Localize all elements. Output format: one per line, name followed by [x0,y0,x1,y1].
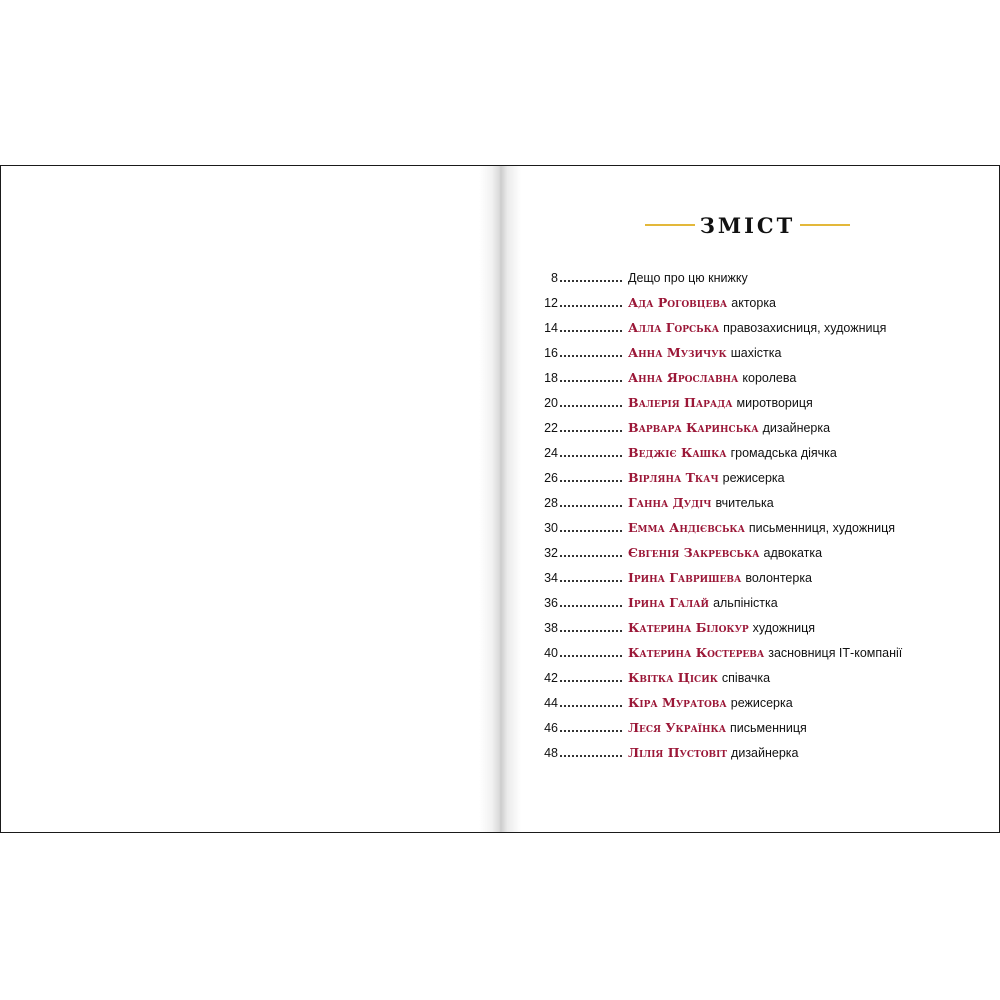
toc-description: письменниця, художниця [748,520,895,535]
toc-entry[interactable] [520,365,990,390]
toc-person-name: Леся Українка [628,720,727,735]
toc-description: королева [742,370,797,385]
toc-person-name: Ада Роговцева [628,295,728,310]
toc-person-name: Вірляна Ткач [628,470,719,485]
toc-dot-leader [560,755,622,757]
toc-page-number: 34 [544,570,558,585]
toc-header [645,210,850,240]
book-spread [0,165,1000,833]
toc-person-name: Ганна Дудіч [628,495,712,510]
toc-entry[interactable] [520,540,990,565]
toc-dot-leader [560,305,622,307]
toc-page-number: 44 [544,695,558,710]
toc-person-name: Алла Горська [628,320,720,335]
toc-description: співачка [721,670,771,685]
toc-dot-leader [560,355,622,357]
toc-person-name: Емма Андієвська [628,520,745,535]
toc-dot-leader [560,330,622,332]
toc-person-name: Лілія Пустовіт [628,745,728,760]
toc-description: письменниця [730,720,807,735]
toc-person-name: Варвара Каринська [628,420,759,435]
toc-description: художниця [752,620,816,635]
toc-page-number: 18 [544,370,558,385]
toc-description: дизайнерка [731,745,799,760]
toc-dot-leader [560,280,622,282]
toc-dot-leader [560,455,622,457]
toc-entry[interactable] [520,315,990,340]
toc-dot-leader [560,480,622,482]
toc-entry[interactable] [520,440,990,465]
toc-description: волонтерка [745,570,813,585]
toc-entry[interactable] [520,415,990,440]
toc-page-number: 12 [544,295,558,310]
toc-entry[interactable] [520,740,990,765]
toc-page-number: 30 [544,520,558,535]
toc-person-name: Валерія Парада [628,395,733,410]
toc-dot-leader [560,505,622,507]
toc-description: дизайнерка [762,420,831,435]
toc-entry[interactable] [520,665,990,690]
toc-dot-leader [560,405,622,407]
toc-page-number: 36 [544,595,558,610]
toc-description: шахістка [730,345,782,360]
toc-page-number: 42 [544,670,558,685]
toc-description: громадська діячка [730,445,837,460]
toc-description: правозахисниця, художниця [723,320,887,335]
toc-entry[interactable] [520,565,990,590]
toc-description: адвокатка [763,545,823,560]
toc-dot-leader [560,655,622,657]
toc-description: миротвориця [736,395,813,410]
left-page [1,166,500,832]
toc-dot-leader [560,380,622,382]
toc-entry[interactable] [520,690,990,715]
toc-page-number: 28 [544,495,558,510]
toc-description: альпіністка [713,595,778,610]
right-page [500,166,999,832]
toc-entry[interactable] [520,590,990,615]
toc-description: засновниця ІТ-компанії [768,645,903,660]
toc-dot-leader [560,530,622,532]
toc-page-number: 38 [544,620,558,635]
toc-person-name: Катерина Білокур [628,620,749,635]
toc-page-number: 22 [544,420,558,435]
toc-page-number: 48 [544,745,558,760]
toc-description: Дещо про цю книжку [628,270,748,285]
toc-page-number: 32 [544,545,558,560]
toc-entry[interactable] [520,490,990,515]
toc-entry[interactable] [520,465,990,490]
toc-person-name: Ірина Гавришева [628,570,742,585]
toc-dot-leader [560,680,622,682]
page-title: ЗМІСТ [699,212,796,238]
toc-dot-leader [560,705,622,707]
toc-dot-leader [560,605,622,607]
toc-entry[interactable] [520,640,990,665]
toc-person-name: Анна Музичук [628,345,727,360]
toc-person-name: Квітка Цісик [628,670,718,685]
toc-description: режисерка [730,695,793,710]
toc-page-number: 14 [544,320,558,335]
toc-description: вчителька [715,495,774,510]
toc-entry[interactable] [520,390,990,415]
toc-person-name: Кіра Муратова [628,695,727,710]
toc-person-name: Веджіє Кашка [628,445,727,460]
toc-dot-leader [560,630,622,632]
toc-description: режисерка [722,470,785,485]
toc-dot-leader [560,555,622,557]
toc-dot-leader [560,430,622,432]
toc-person-name: Ірина Галай [628,595,710,610]
toc-entry[interactable] [520,265,990,290]
toc-entry[interactable] [520,615,990,640]
header-rule-left [645,224,695,226]
toc-entry[interactable] [520,340,990,365]
toc-person-name: Катерина Костерева [628,645,765,660]
toc-description: акторка [731,295,777,310]
toc-page-number: 26 [544,470,558,485]
toc-entry[interactable] [520,290,990,315]
toc-page-number: 16 [544,345,558,360]
toc-person-name: Євгенія Закревська [628,545,760,560]
toc-page-number: 24 [544,445,558,460]
toc-dot-leader [560,580,622,582]
toc-page-number: 8 [551,270,558,285]
toc-entry[interactable] [520,515,990,540]
toc-page-number: 20 [544,395,558,410]
toc-entry[interactable] [520,715,990,740]
toc-page-number: 40 [544,645,558,660]
toc-page-number: 46 [544,720,558,735]
toc-dot-leader [560,730,622,732]
toc-person-name: Анна Ярославна [628,370,739,385]
header-rule-right [800,224,850,226]
toc-list [520,265,990,765]
